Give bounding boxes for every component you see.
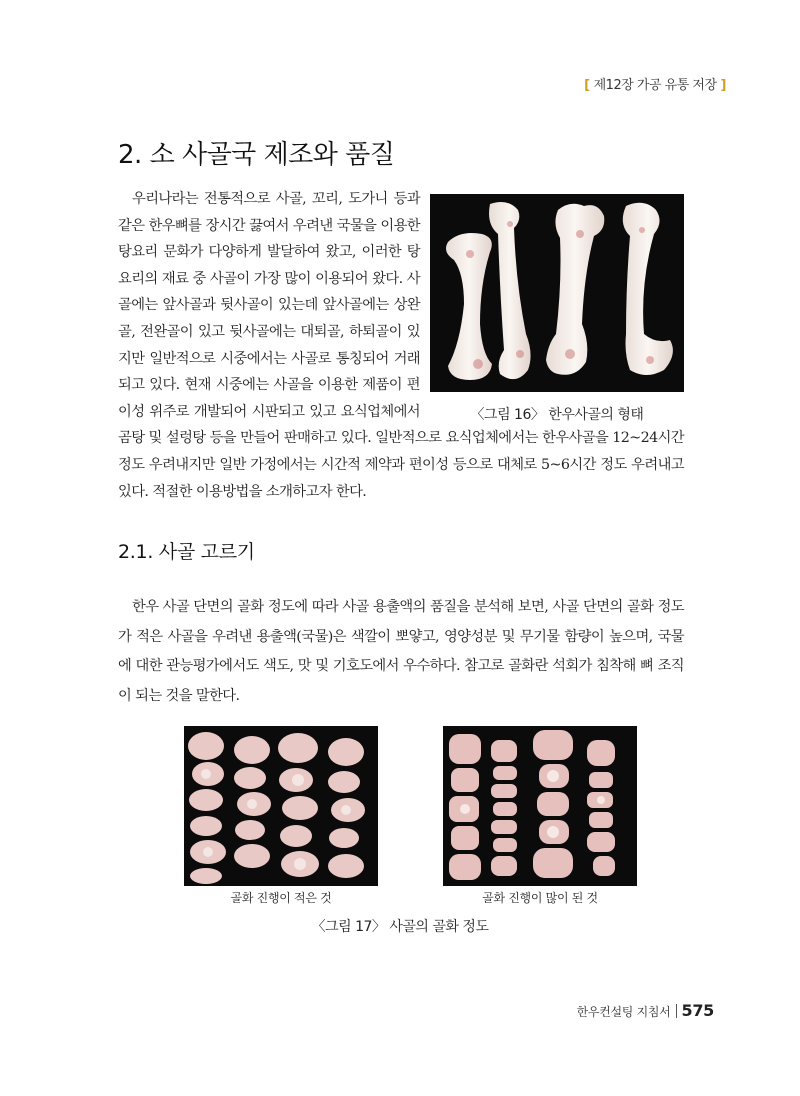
book-title: 한우컨설팅 지침서 <box>576 1005 671 1019</box>
low-ossification-photo <box>184 726 378 886</box>
section-title: 2. 소 사골국 제조와 품질 <box>118 140 395 170</box>
subsection-paragraph: 한우 사골 단면의 골화 정도에 따라 사골 용출액의 품질을 분석해 보면, 사골 단면의 골화 정도가 적은 사골을 우려낸 용출액(국물)은 색깔이 뽀얗고, 영양성분 및 무기물 함량이 높으며, 국물에 대한 관능평가에서도 색도, 맛 및 기호도에서 우수하다. 참고로 골화란 석회가 침착해 뼈 조직이 되는 것을 말한다. <box>118 599 684 704</box>
figure-16-caption: 〈그림 16〉 한우사골의 형태 <box>470 407 644 423</box>
page-number: 575 <box>681 1001 714 1020</box>
high-ossification-label: 골화 진행이 많이 된 것 <box>482 891 598 905</box>
intro-text: 우리나라는 전통적으로 사골, 꼬리, 도가니 등과 같은 한우뼈를 장시간 끓여서 우려낸 국물을 이용한 탕요리 문화가 다양하게 발달하여 왔고, 이러한 탕요리의 재료 중 사골이 가장 많이 이용되어 왔다. 사골에는 앞사골과 뒷사골이 있는데 앞사골에는 상완골, 전완골이 있고 뒷사골에는 대퇴골, 하퇴골이 있지만 일반적으로 시중에서는 사골로 통칭되어 거래되고 있다. 현재 시중에는 사골을 이용한 제품이 편이성 위주로 개발되어 시판되고 있고 요식업체에서 곰탕 및 설렁탕 등을 만들어 판매하고 있다. 일반적으로 요식업체에서는 한우사골을 12~24시간 정도 우려내지만 일반 가정에서는 시간적 제약과 편이성 등으로 대체로 5~6시간 정도 우려내고 있다. 적절한 이용방법을 소개하고자 한다. <box>118 191 684 500</box>
low-ossification-label: 골화 진행이 적은 것 <box>230 891 332 905</box>
intro-paragraph <box>118 186 684 505</box>
footer-divider <box>676 1004 677 1018</box>
page-footer <box>577 1001 714 1020</box>
chapter-header: [ 제12장 가공 유통 저장 ] <box>584 78 726 93</box>
figure-16 <box>430 194 684 424</box>
high-ossification-photo <box>443 726 637 886</box>
chapter-label: 제12장 가공 유통 저장 <box>593 78 717 93</box>
figure-17-caption: 〈그림 17〉 사골의 골화 정도 <box>311 919 489 935</box>
subsection-title: 2.1. 사골 고르기 <box>118 541 255 563</box>
hanwoo-bone-photo <box>430 194 684 392</box>
